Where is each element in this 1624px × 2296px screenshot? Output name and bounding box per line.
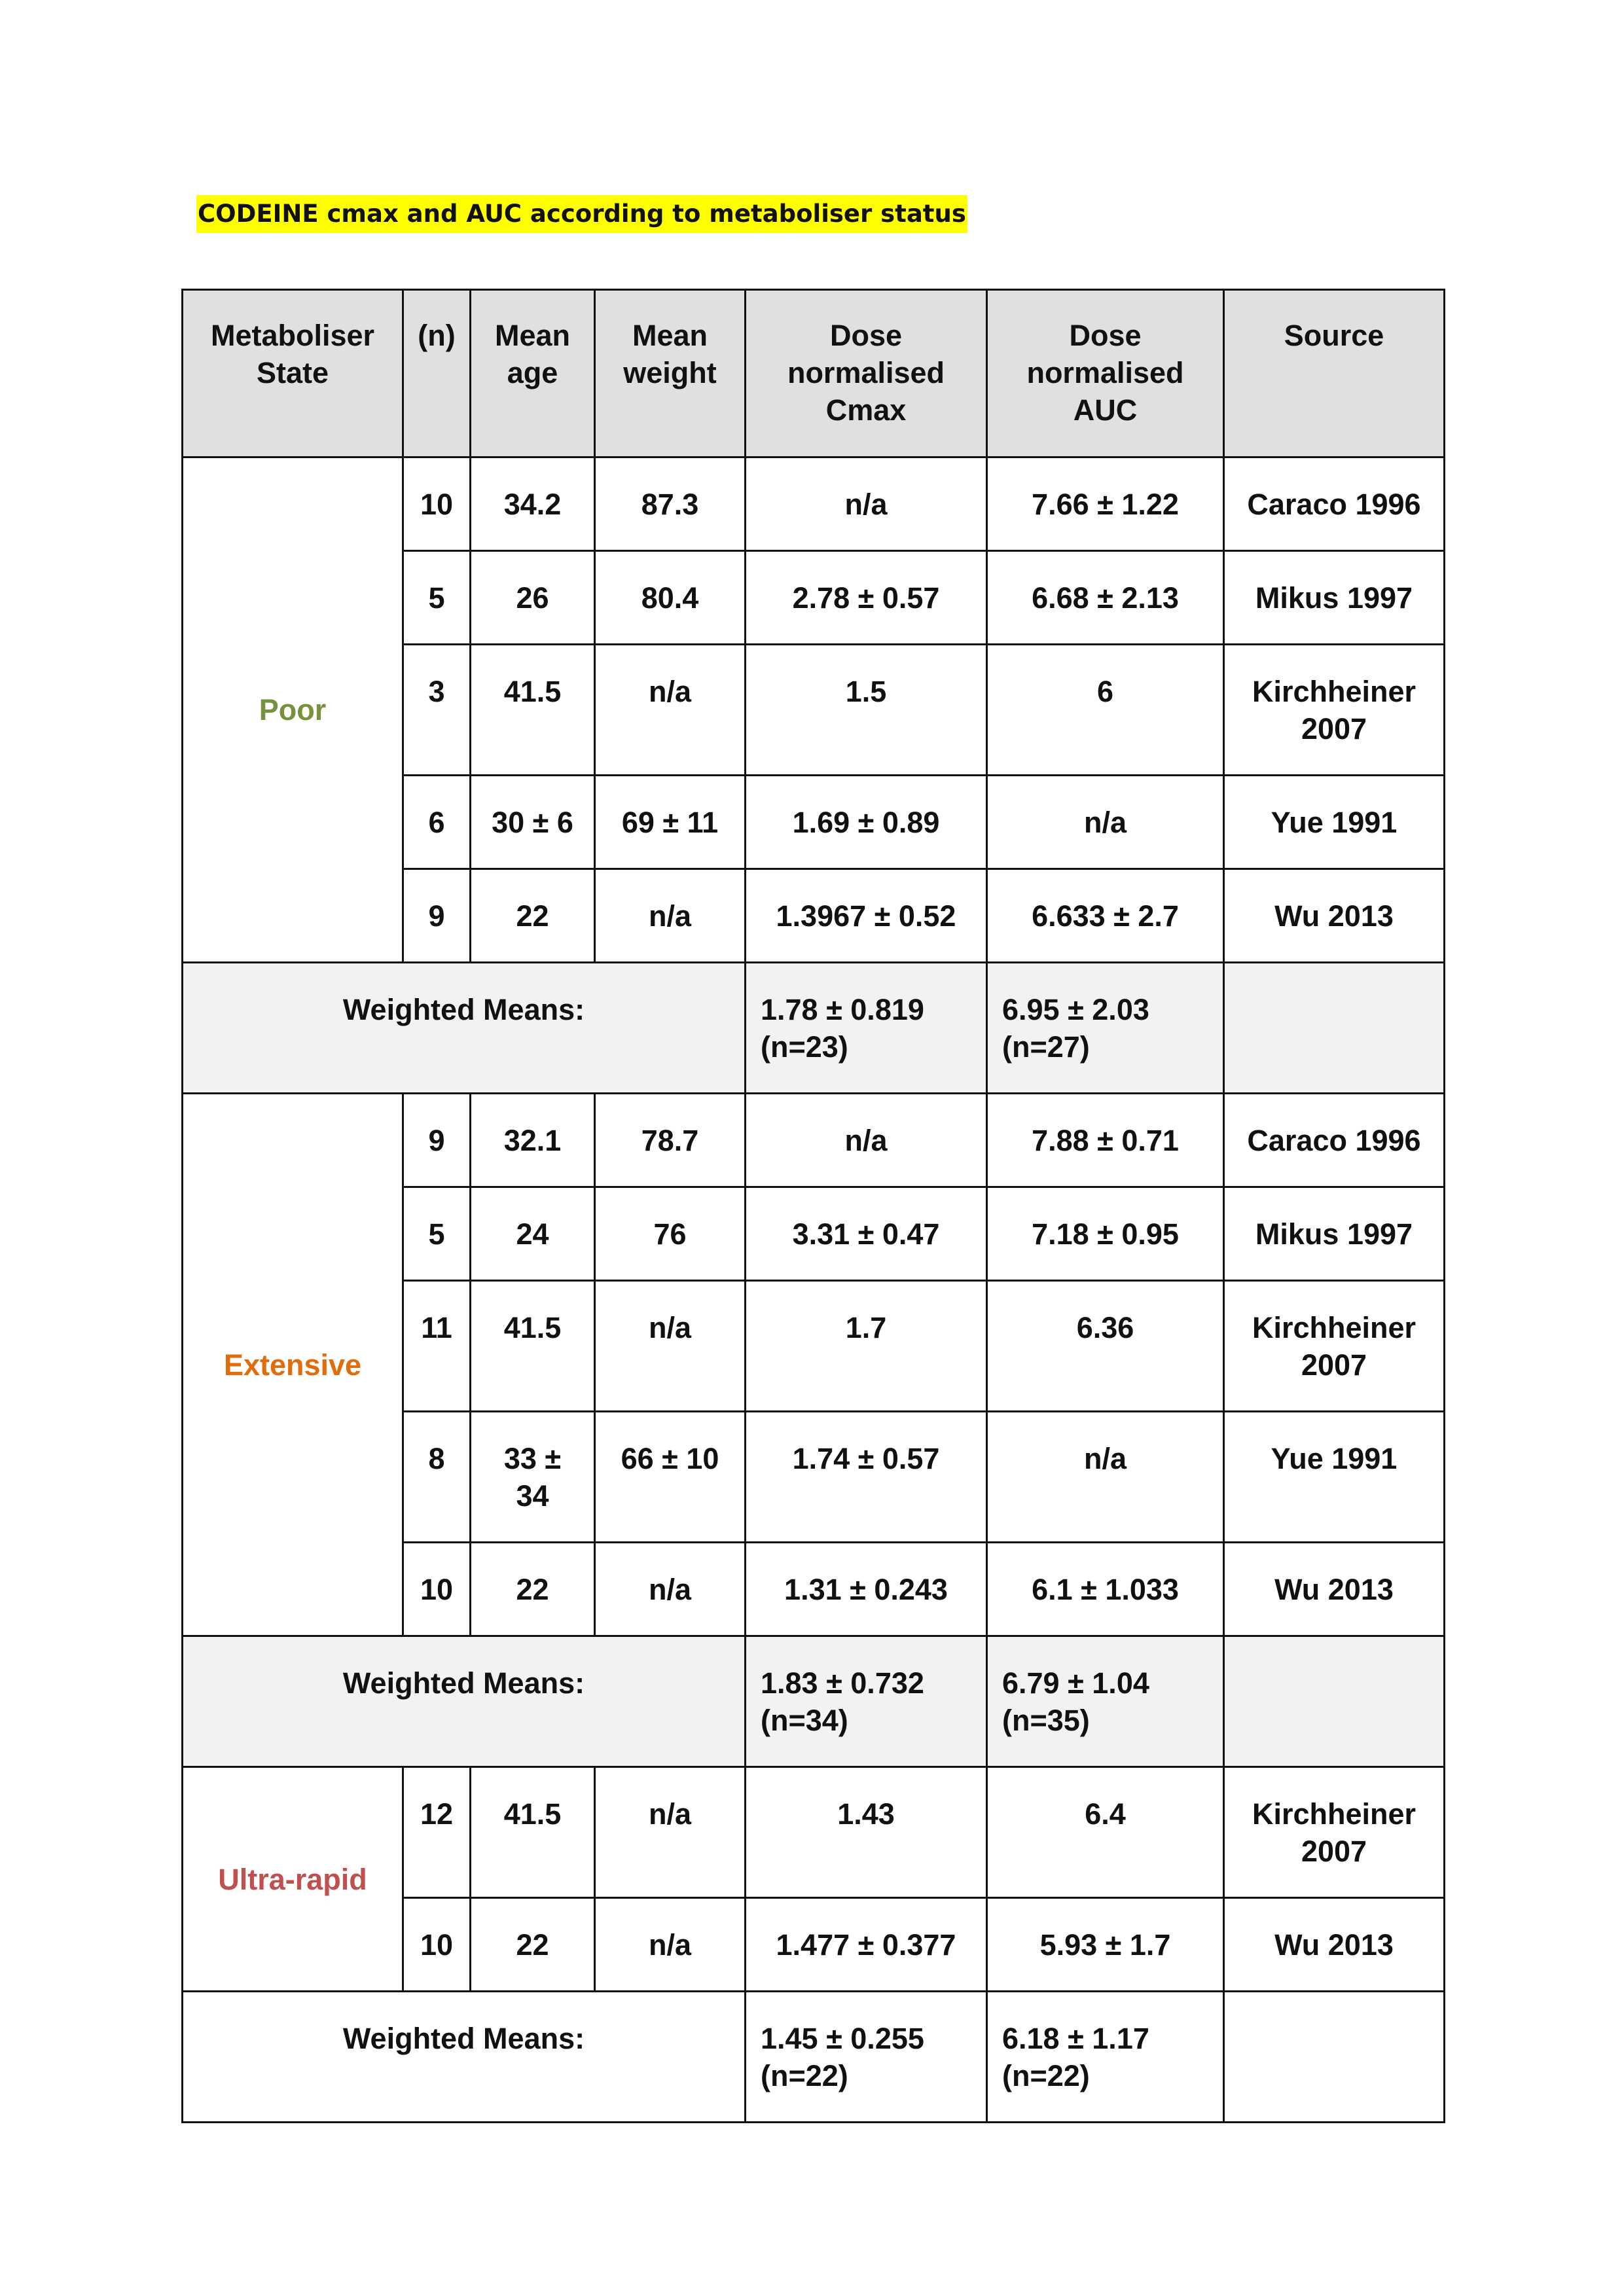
cell-cmax: 1.477 ± 0.377 xyxy=(746,1898,987,1992)
cell-cmax: 2.78 ± 0.57 xyxy=(746,551,987,645)
cell-age: 41.5 xyxy=(471,1281,595,1412)
header-metaboliser-state: Metaboliser State xyxy=(183,290,403,457)
cell-auc: 7.66 ± 1.22 xyxy=(987,457,1224,551)
cell-age: 22 xyxy=(471,1543,595,1636)
cell-source: Yue 1991 xyxy=(1224,1412,1445,1543)
weighted-cmax: 1.83 ± 0.732 (n=34) xyxy=(746,1636,987,1767)
codeine-table xyxy=(181,289,1445,2123)
cell-cmax: 1.7 xyxy=(746,1281,987,1412)
cell-n: 8 xyxy=(403,1412,471,1543)
cell-age: 30 ± 6 xyxy=(471,776,595,869)
cell-age: 32.1 xyxy=(471,1094,595,1187)
cell-age: 26 xyxy=(471,551,595,645)
cell-age: 22 xyxy=(471,1898,595,1992)
cell-age: 34.2 xyxy=(471,457,595,551)
weighted-source-empty xyxy=(1224,963,1445,1094)
cell-auc: 6.1 ± 1.033 xyxy=(987,1543,1224,1636)
cell-source: Yue 1991 xyxy=(1224,776,1445,869)
cell-auc: 6.4 xyxy=(987,1767,1224,1898)
cell-weight: n/a xyxy=(595,645,746,776)
cell-cmax: 1.5 xyxy=(746,645,987,776)
group-label-ultra-rapid: Ultra-rapid xyxy=(183,1767,403,1992)
cell-auc: 6 xyxy=(987,645,1224,776)
cell-cmax: 1.69 ± 0.89 xyxy=(746,776,987,869)
cell-weight: 80.4 xyxy=(595,551,746,645)
cell-source: Caraco 1996 xyxy=(1224,1094,1445,1187)
cell-n: 10 xyxy=(403,457,471,551)
cell-age: 41.5 xyxy=(471,645,595,776)
cell-cmax: 1.43 xyxy=(746,1767,987,1898)
header-mean-age: Mean age xyxy=(471,290,595,457)
cell-n: 11 xyxy=(403,1281,471,1412)
weighted-means-row-ultra-rapid xyxy=(183,1992,1445,2123)
cell-cmax: 1.74 ± 0.57 xyxy=(746,1412,987,1543)
cell-cmax: n/a xyxy=(746,1094,987,1187)
table-row xyxy=(183,1767,1445,1898)
cell-auc: 7.88 ± 0.71 xyxy=(987,1094,1224,1187)
header-source: Source xyxy=(1224,290,1445,457)
cell-n: 9 xyxy=(403,869,471,963)
cell-cmax: 1.3967 ± 0.52 xyxy=(746,869,987,963)
header-cmax: Dose normalised Cmax xyxy=(746,290,987,457)
cell-weight: n/a xyxy=(595,1767,746,1898)
header-auc: Dose normalised AUC xyxy=(987,290,1224,457)
weighted-auc: 6.79 ± 1.04 (n=35) xyxy=(987,1636,1224,1767)
weighted-cmax: 1.45 ± 0.255 (n=22) xyxy=(746,1992,987,2123)
weighted-means-row-poor xyxy=(183,963,1445,1094)
cell-n: 10 xyxy=(403,1898,471,1992)
cell-auc: 6.68 ± 2.13 xyxy=(987,551,1224,645)
weighted-source-empty xyxy=(1224,1992,1445,2123)
cell-weight: n/a xyxy=(595,1543,746,1636)
cell-source: Wu 2013 xyxy=(1224,1898,1445,1992)
cell-source: Kirchheiner 2007 xyxy=(1224,645,1445,776)
cell-n: 5 xyxy=(403,1187,471,1281)
weighted-auc: 6.95 ± 2.03 (n=27) xyxy=(987,963,1224,1094)
cell-cmax: 3.31 ± 0.47 xyxy=(746,1187,987,1281)
cell-n: 12 xyxy=(403,1767,471,1898)
table-row xyxy=(183,457,1445,551)
group-label-extensive: Extensive xyxy=(183,1094,403,1636)
cell-weight: n/a xyxy=(595,1281,746,1412)
document-title: CODEINE cmax and AUC according to metaboliser status xyxy=(196,195,967,233)
group-label-poor: Poor xyxy=(183,457,403,963)
cell-n: 9 xyxy=(403,1094,471,1187)
cell-source: Mikus 1997 xyxy=(1224,1187,1445,1281)
header-n: (n) xyxy=(403,290,471,457)
weighted-cmax: 1.78 ± 0.819 (n=23) xyxy=(746,963,987,1094)
weighted-means-label: Weighted Means: xyxy=(183,963,746,1094)
cell-weight: 78.7 xyxy=(595,1094,746,1187)
cell-weight: 87.3 xyxy=(595,457,746,551)
cell-weight: n/a xyxy=(595,1898,746,1992)
cell-source: Kirchheiner 2007 xyxy=(1224,1281,1445,1412)
weighted-means-label: Weighted Means: xyxy=(183,1636,746,1767)
cell-source: Wu 2013 xyxy=(1224,1543,1445,1636)
cell-cmax: n/a xyxy=(746,457,987,551)
cell-age: 24 xyxy=(471,1187,595,1281)
cell-age: 22 xyxy=(471,869,595,963)
cell-source: Mikus 1997 xyxy=(1224,551,1445,645)
cell-source: Kirchheiner 2007 xyxy=(1224,1767,1445,1898)
cell-cmax: 1.31 ± 0.243 xyxy=(746,1543,987,1636)
cell-age: 33 ± 34 xyxy=(471,1412,595,1543)
title-wrapper xyxy=(196,195,967,233)
cell-auc: 7.18 ± 0.95 xyxy=(987,1187,1224,1281)
cell-auc: n/a xyxy=(987,776,1224,869)
weighted-means-label: Weighted Means: xyxy=(183,1992,746,2123)
cell-auc: n/a xyxy=(987,1412,1224,1543)
weighted-means-row-extensive xyxy=(183,1636,1445,1767)
table-row xyxy=(183,1094,1445,1187)
cell-source: Caraco 1996 xyxy=(1224,457,1445,551)
cell-auc: 6.36 xyxy=(987,1281,1224,1412)
cell-weight: 69 ± 11 xyxy=(595,776,746,869)
cell-n: 5 xyxy=(403,551,471,645)
cell-age: 41.5 xyxy=(471,1767,595,1898)
cell-n: 6 xyxy=(403,776,471,869)
cell-n: 10 xyxy=(403,1543,471,1636)
header-mean-weight: Mean weight xyxy=(595,290,746,457)
cell-n: 3 xyxy=(403,645,471,776)
cell-weight: 66 ± 10 xyxy=(595,1412,746,1543)
weighted-source-empty xyxy=(1224,1636,1445,1767)
weighted-auc: 6.18 ± 1.17 (n=22) xyxy=(987,1992,1224,2123)
cell-weight: n/a xyxy=(595,869,746,963)
cell-auc: 5.93 ± 1.7 xyxy=(987,1898,1224,1992)
cell-weight: 76 xyxy=(595,1187,746,1281)
cell-auc: 6.633 ± 2.7 xyxy=(987,869,1224,963)
header-row xyxy=(183,290,1445,457)
cell-source: Wu 2013 xyxy=(1224,869,1445,963)
